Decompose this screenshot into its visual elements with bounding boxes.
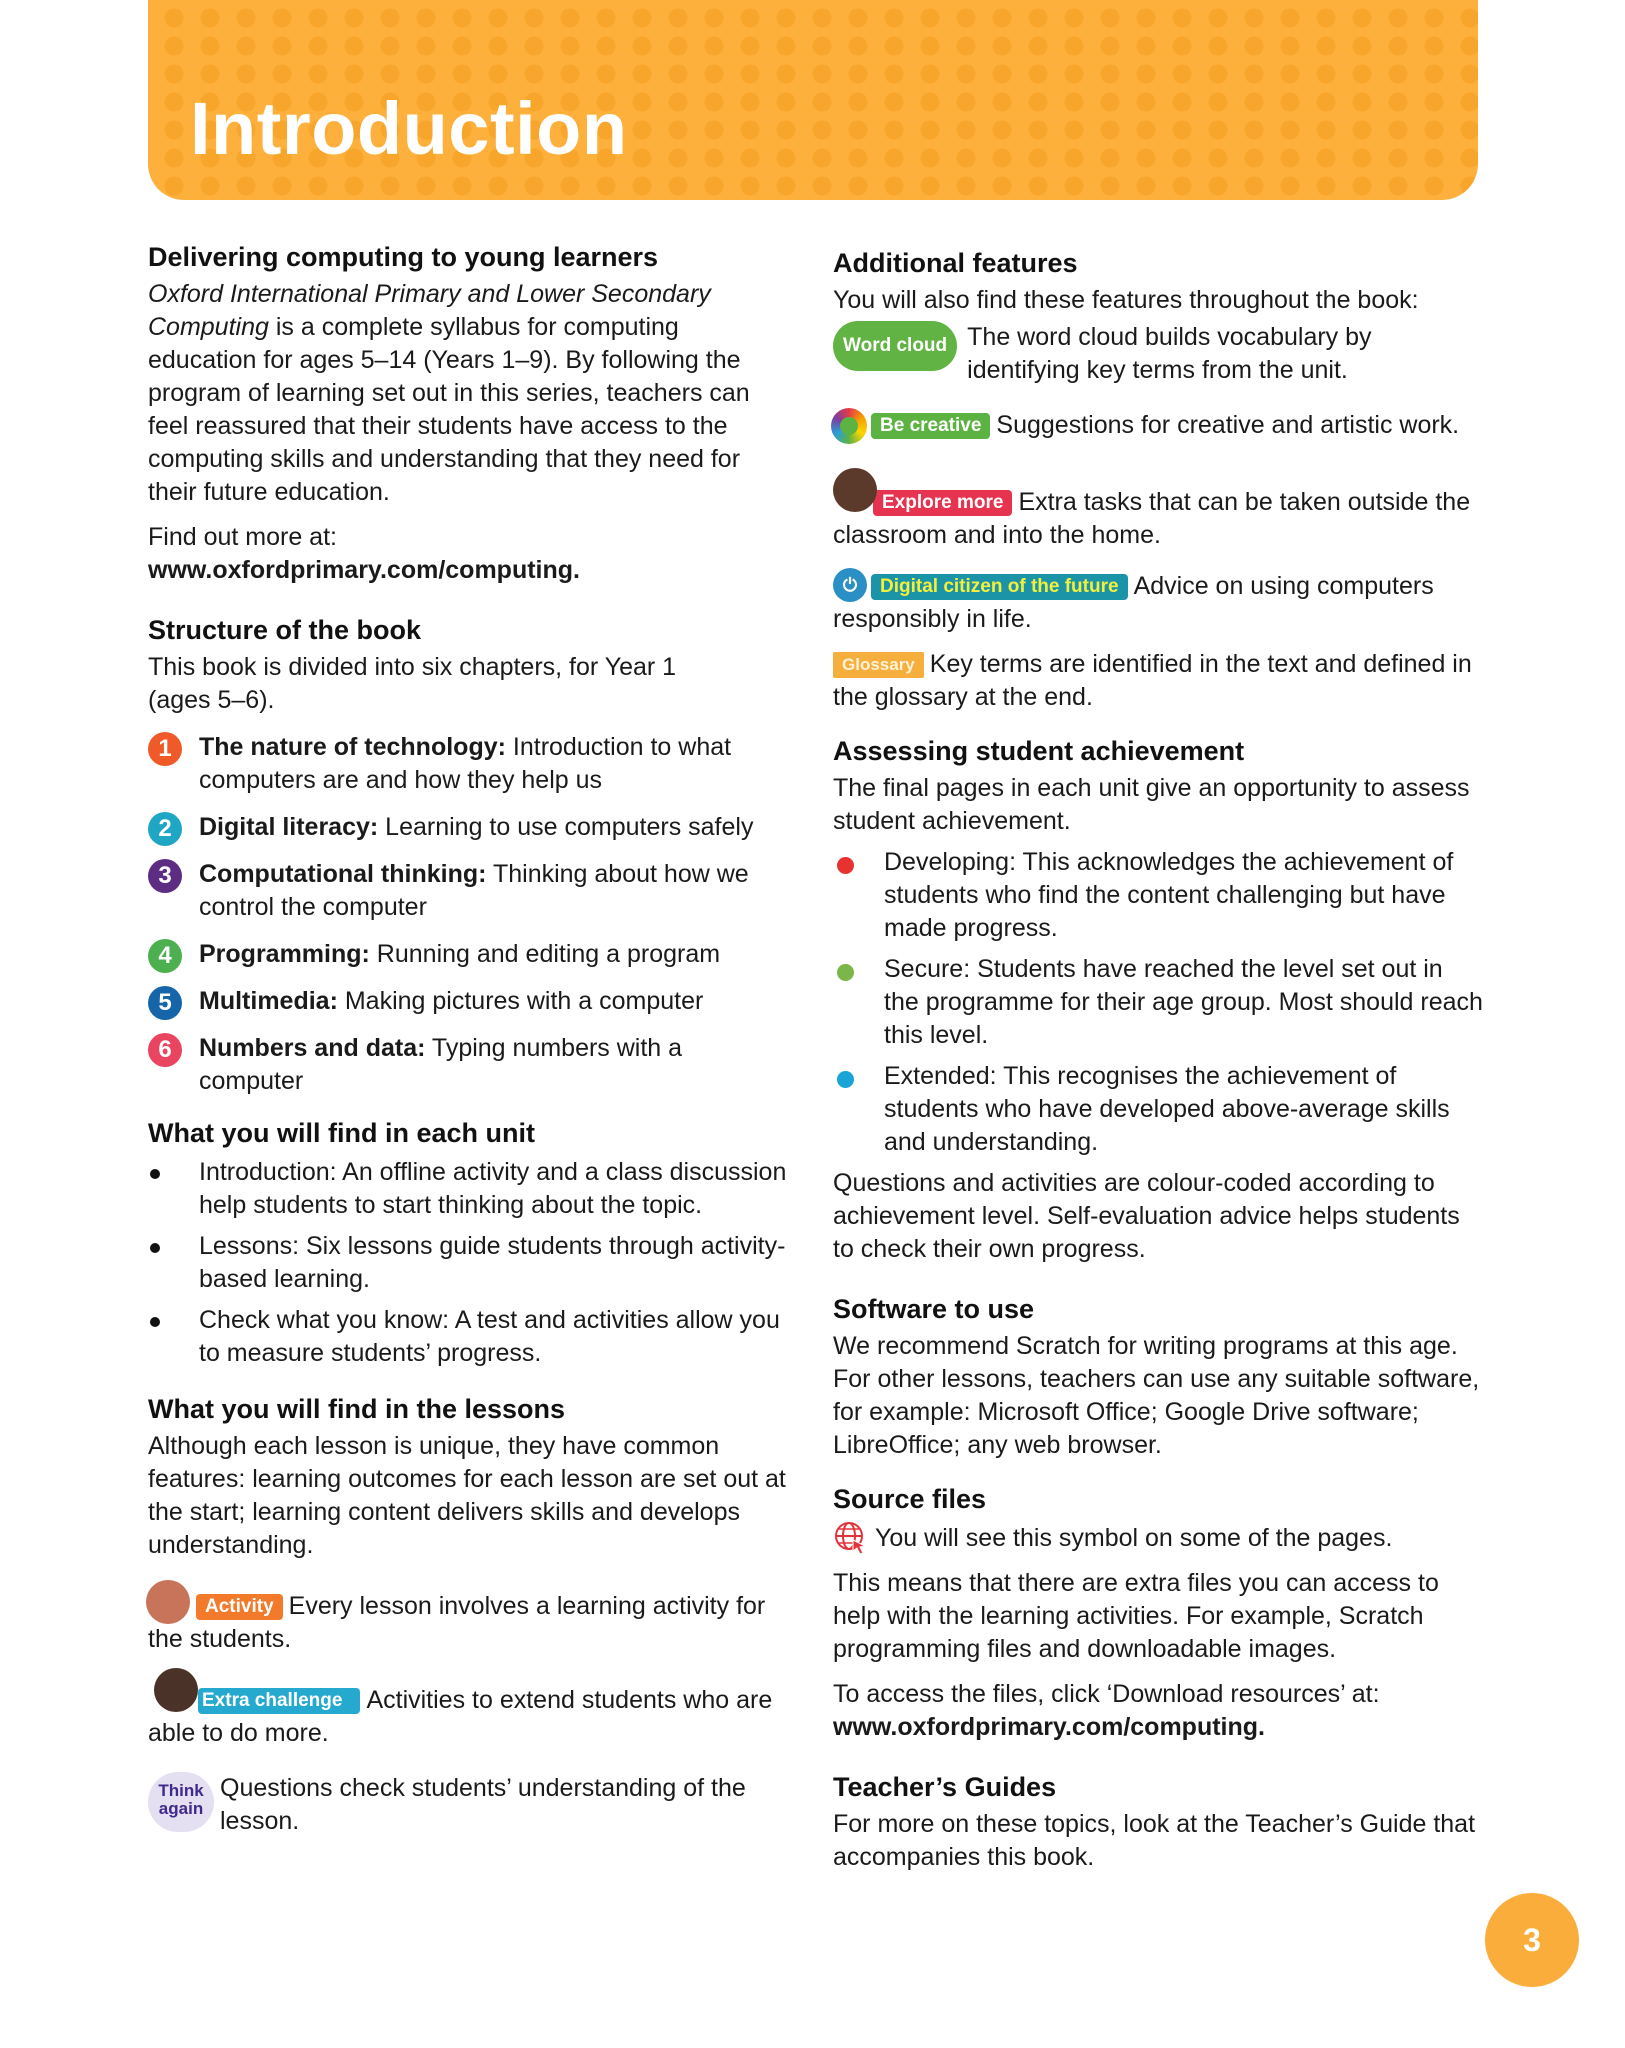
section-heading-lessons: What you will find in the lessons [148, 1394, 566, 1424]
chapter-title: Numbers and data: [199, 1034, 426, 1062]
unit-list [148, 1156, 788, 1370]
chapter-number-badge: 1 [148, 732, 182, 766]
chapter-banner [148, 0, 1478, 200]
chapter-item [148, 1032, 788, 1098]
chapter-description: Making pictures with a computer [337, 987, 704, 1015]
source-access: To access the files, click ‘Download resources’ at: [833, 1680, 1380, 1708]
feature-word-cloud [833, 321, 1483, 387]
explore-more-badge: Explore more [873, 490, 1012, 516]
bullet-icon [150, 1243, 160, 1253]
page-title: Introduction [190, 87, 628, 170]
right-column [833, 246, 1483, 1874]
assessing-outro: Questions and activities are colour-coded according to achievement level. Self-evaluation advice helps students to check their own progress. [833, 1169, 1460, 1263]
chapter-item [148, 985, 788, 1018]
level-color-dot-icon [837, 1071, 854, 1088]
source-body: This means that there are extra files you can access to help with the learning activities. For example, Scratch programming files and downloadable images. [833, 1569, 1439, 1663]
chapter-number-badge: 3 [148, 859, 182, 893]
achievement-level-item: Extended: This recognises the achievement of students who have developed above-average skills and understanding. [833, 1060, 1483, 1159]
chapter-description: Thinking about how we control the computer [199, 860, 749, 921]
chapter-title: Programming: [199, 940, 370, 968]
section-heading-software: Software to use [833, 1294, 1035, 1324]
activity-badge: Activity [196, 1594, 283, 1620]
chapter-title: Computational thinking: [199, 860, 487, 888]
glossary-badge: Glossary [833, 652, 924, 678]
bullet-icon [150, 1169, 160, 1179]
section-heading-unit: What you will find in each unit [148, 1118, 535, 1148]
page-number: 3 [1485, 1893, 1579, 1987]
flower-icon [831, 408, 867, 444]
chapter-title: The nature of technology: [199, 733, 506, 761]
chapter-item [148, 731, 788, 797]
chapter-number-badge: 4 [148, 939, 182, 973]
chapter-list [148, 731, 788, 1098]
feature-activity: Activity Every lesson involves a learning activity for the students. [148, 1590, 788, 1656]
explorer-character-icon [833, 468, 877, 512]
chapter-title: Multimedia: [199, 987, 338, 1015]
feature-be-creative: Be creative Suggestions for creative and artistic work. [833, 409, 1483, 442]
left-column [148, 240, 788, 1838]
chapter-description: Typing numbers with a computer [199, 1034, 683, 1095]
section-heading-structure: Structure of the book [148, 615, 422, 645]
feature-digital-citizen: ⏻ Digital citizen of the future Advice on using computers responsibly in life. [833, 570, 1483, 636]
book-title: Oxford International Primary and Lower Secondary Computing [148, 280, 711, 341]
chapter-item [148, 858, 788, 924]
chapter-item [148, 938, 788, 971]
guides-body: For more on these topics, look at the Teacher’s Guide that accompanies this book. [833, 1810, 1476, 1871]
chapter-description: Learning to use computers safely [378, 813, 754, 841]
additional-intro: You will also find these features throughout the book: [833, 286, 1419, 314]
level-color-dot-icon [837, 857, 854, 874]
achievement-level-item: Developing: This acknowledges the achievement of students who find the content challenging but have made progress. [833, 846, 1483, 945]
unit-list-item: Lessons: Six lessons guide students through activity-based learning. [148, 1230, 788, 1296]
boy-character-icon [154, 1668, 198, 1712]
feature-think-again [148, 1772, 788, 1838]
find-more-label: Find out more at: [148, 523, 337, 551]
word-cloud-text: The word cloud builds vocabulary by identifying key terms from the unit. [967, 323, 1372, 384]
think-again-bubble-icon: Think again [148, 1772, 214, 1832]
chapter-item [148, 811, 788, 844]
chapter-description: Introduction to what computers are and how they help us [199, 733, 732, 794]
website-link[interactable]: www.oxfordprimary.com/computing. [148, 556, 580, 584]
source-symbol-line: You will see this symbol on some of the pages. [833, 1520, 1483, 1555]
section-heading-guides: Teacher’s Guides [833, 1772, 1057, 1802]
feature-extra-challenge: Extra challenge Activities to extend students who are able to do more. [148, 1684, 788, 1750]
chapter-number-badge: 5 [148, 986, 182, 1020]
level-color-dot-icon [837, 964, 854, 981]
power-rosette-icon: ⏻ [833, 568, 867, 602]
word-cloud-badge: Word cloud [833, 321, 957, 371]
chapter-number-badge: 6 [148, 1033, 182, 1067]
girl-character-icon [146, 1580, 190, 1624]
delivering-body: Oxford International Primary and Lower Secondary Computing is a complete syllabus for computing education for ages 5–14 (Years 1–9). By following the program of learning set out in this series, teachers can feel reassured that their students have access to the computing skills and understanding that they need for their future education. [148, 280, 750, 506]
structure-intro: This book is divided into six chapters, for Year 1 (ages 5–6). [148, 653, 677, 714]
achievement-levels [833, 846, 1483, 1159]
feature-glossary: Glossary Key terms are identified in the text and defined in the glossary at the end. [833, 650, 1472, 711]
globe-cursor-icon [833, 1520, 867, 1554]
achievement-level-item: Secure: Students have reached the level set out in the programme for their age group. Most should reach this level. [833, 953, 1483, 1052]
section-heading-assessing: Assessing student achievement [833, 736, 1245, 766]
think-again-text: Questions check students’ understanding of the lesson. [220, 1774, 746, 1835]
lessons-body: Although each lesson is unique, they have common features: learning outcomes for each lesson are set out at the start; learning content delivers skills and develops understanding. [148, 1432, 786, 1559]
extra-challenge-badge: Extra challenge [198, 1688, 360, 1714]
bullet-icon [150, 1317, 160, 1327]
feature-explore-more: Explore more Extra tasks that can be taken outside the classroom and into the home. [833, 486, 1483, 552]
download-link[interactable]: www.oxfordprimary.com/computing. [833, 1713, 1265, 1741]
digital-citizen-badge: ⏻ Digital citizen of the future [871, 574, 1128, 600]
chapter-description: Running and editing a program [369, 940, 721, 968]
section-heading-delivering: Delivering computing to young learners [148, 242, 659, 272]
be-creative-badge: Be creative [871, 413, 990, 439]
chapter-number-badge: 2 [148, 812, 182, 846]
section-heading-source: Source files [833, 1484, 987, 1514]
software-body: We recommend Scratch for writing programs at this age. For other lessons, teachers can use any suitable software, for example: Microsoft Office; Google Drive software; LibreOffice; any web browser. [833, 1332, 1480, 1459]
assessing-intro: The final pages in each unit give an opportunity to assess student achievement. [833, 774, 1470, 835]
unit-list-item: Check what you know: A test and activities allow you to measure students’ progress. [148, 1304, 788, 1370]
unit-list-item: Introduction: An offline activity and a class discussion help students to start thinking about the topic. [148, 1156, 788, 1222]
chapter-title: Digital literacy: [199, 813, 379, 841]
section-heading-additional: Additional features [833, 248, 1078, 278]
